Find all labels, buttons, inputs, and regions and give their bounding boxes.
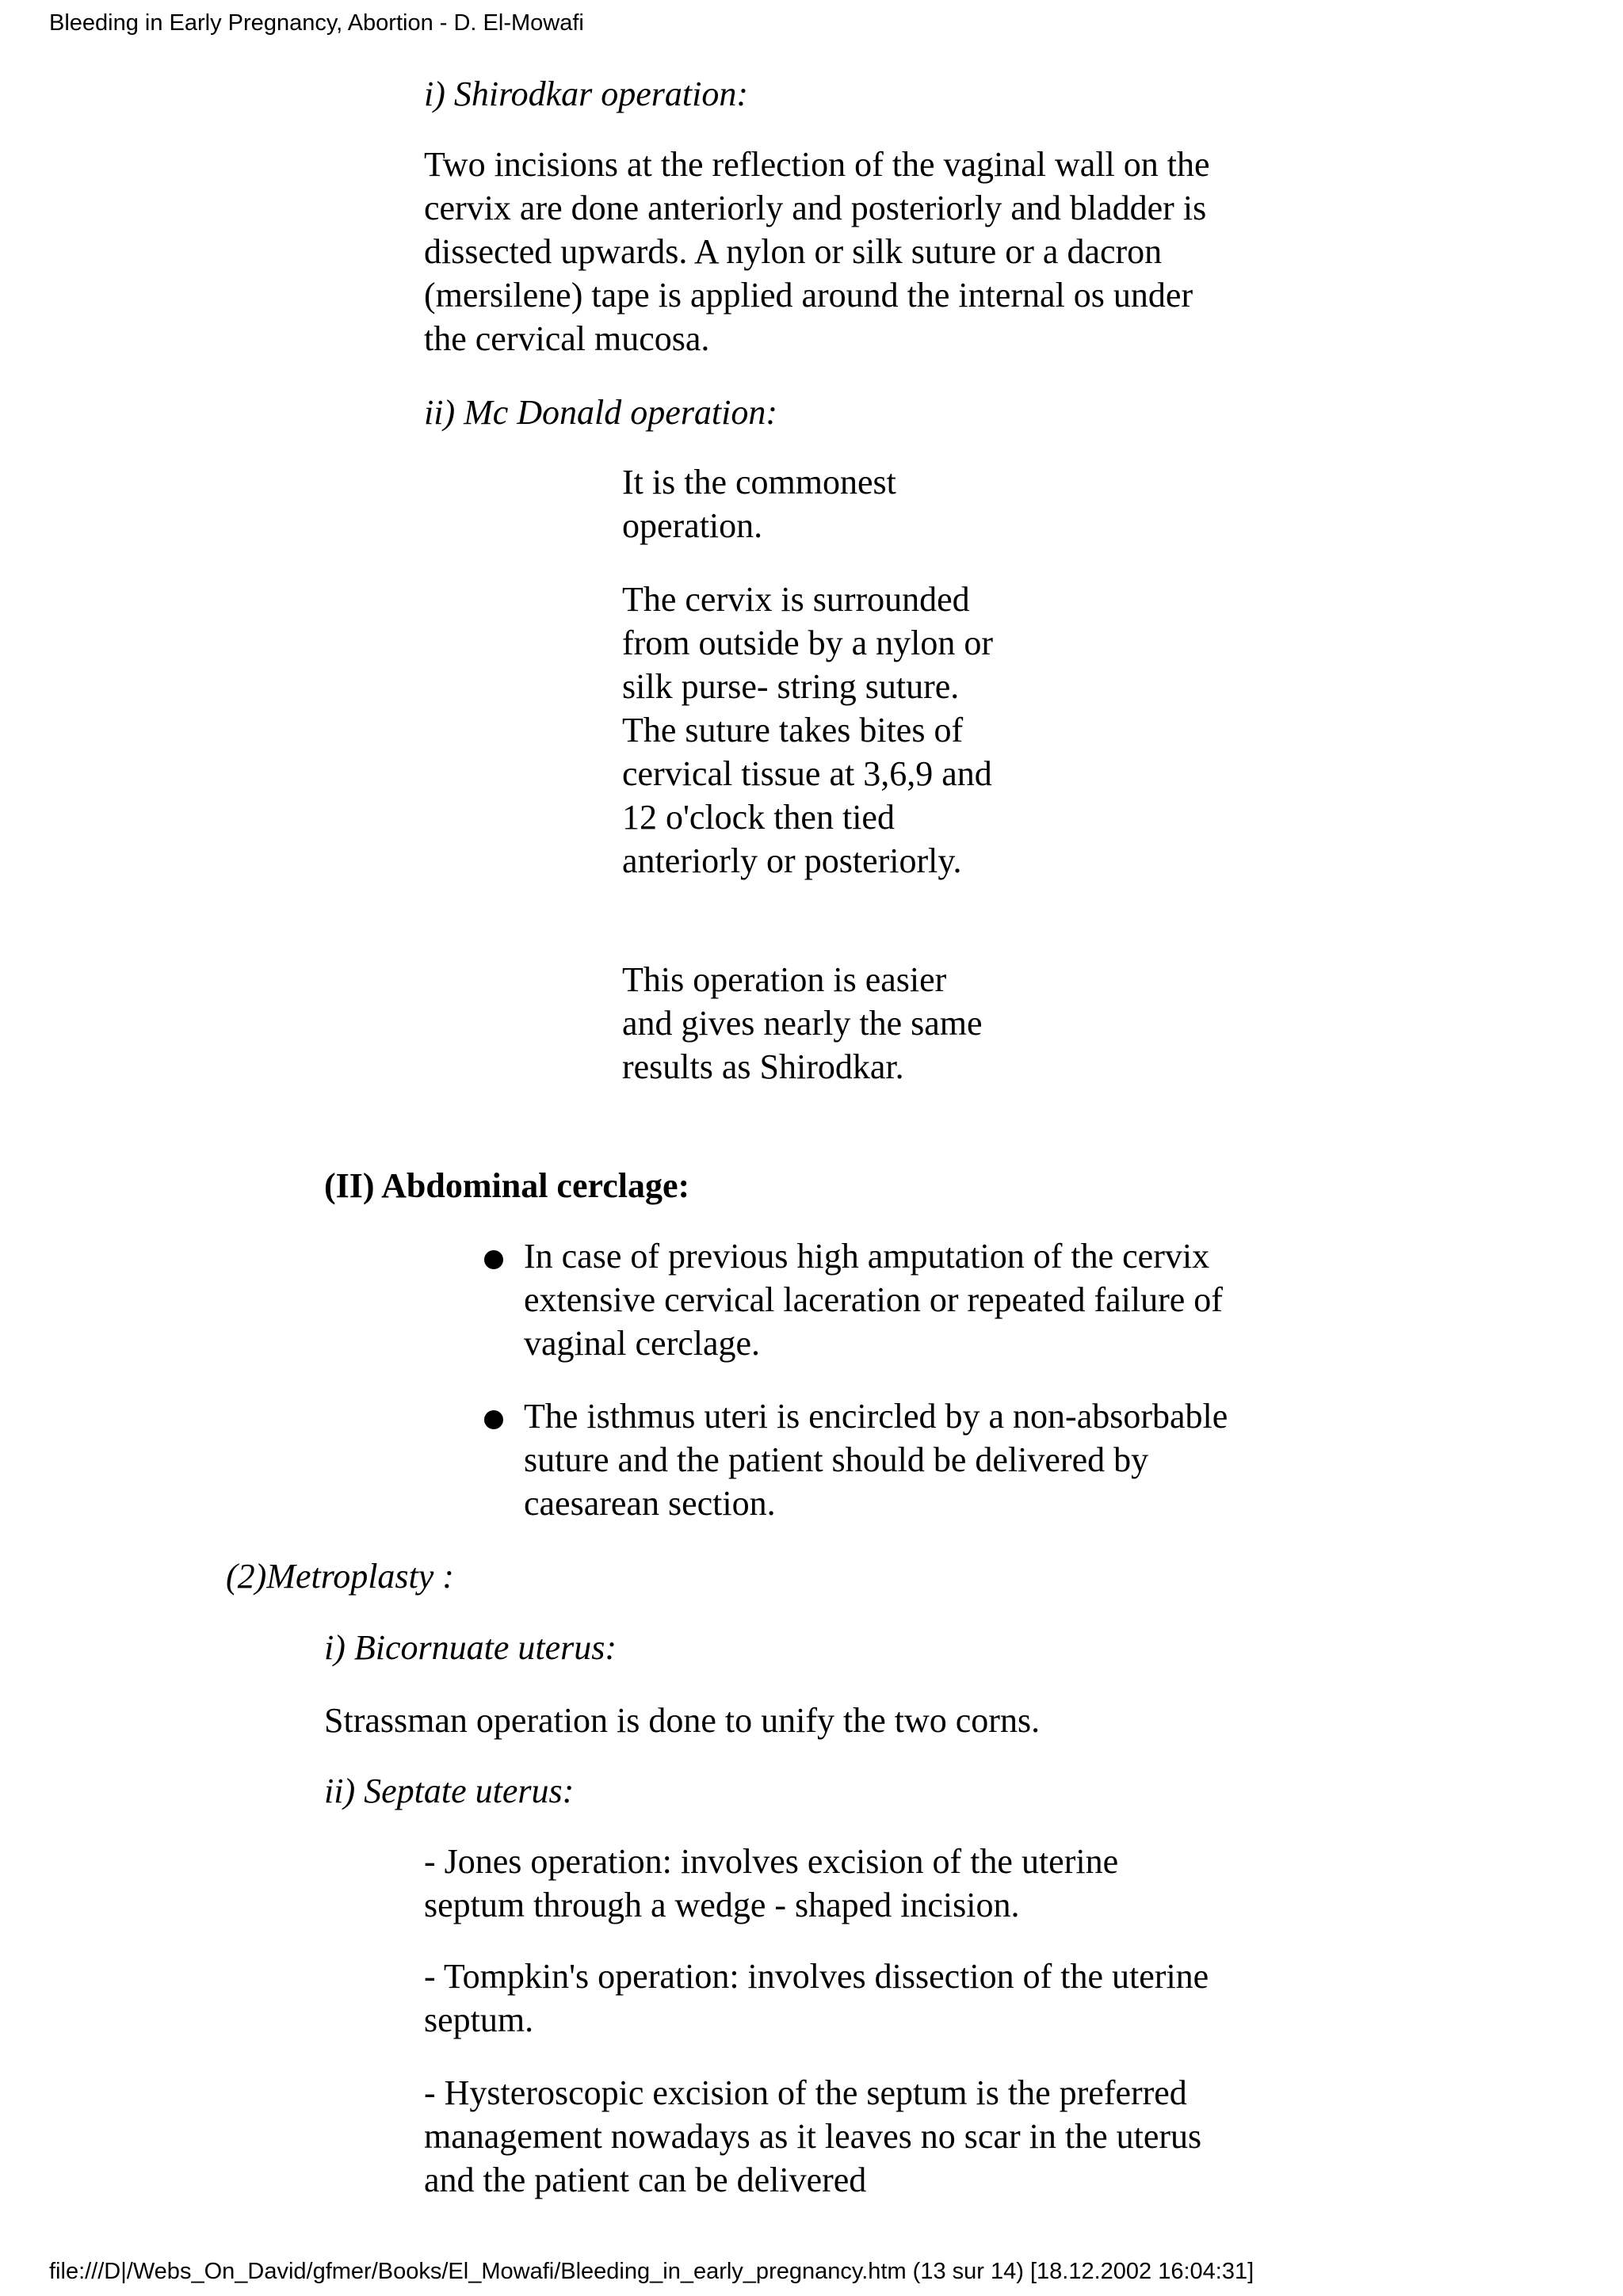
septate-paragraph-3: - Hysteroscopic excision of the septum is the preferred management nowadays as it leaves no scar in the uterus and the patient can be delivered [424,2073,1202,2199]
shirodkar-heading: i) Shirodkar operation: [424,74,748,113]
bullet-icon [484,1410,503,1429]
bullet-icon [484,1250,503,1269]
mcdonald-paragraph-1: It is the commonest operation. [622,463,896,545]
abdominal-bullet-2: The isthmus uteri is encircled by a non-absorbable suture and the patient should be delivered by caesarean section. [524,1397,1228,1523]
septate-heading: ii) Septate uterus: [324,1772,575,1810]
septate-paragraph-2: - Tompkin's operation: involves dissection of the uterine septum. [424,1957,1209,2039]
mcdonald-heading: ii) Mc Donald operation: [424,393,778,432]
septate-paragraph-1: - Jones operation: involves excision of the uterine septum through a wedge - shaped incision. [424,1842,1119,1924]
metroplasty-heading: (2)Metroplasty : [226,1557,454,1596]
page-header-title: Bleeding in Early Pregnancy, Abortion - D. El-Mowafi [49,10,584,36]
mcdonald-paragraph-2: The cervix is surrounded from outside by a nylon or silk purse- string suture. The suture takes bites of cervical tissue at 3,6,9 and 12 o'clock then tied anteriorly or posteriorly. [622,580,994,880]
shirodkar-paragraph: Two incisions at the reflection of the vaginal wall on the cervix are done anteriorly and posteriorly and bladder is dissected upwards. A nylon or silk suture or a dacron (mersilene) tape is applied around the internal os under the cervical mucosa. [424,145,1210,358]
mcdonald-paragraph-3: This operation is easier and gives nearly the same results as Shirodkar. [622,960,983,1086]
abdominal-bullet-1: In case of previous high amputation of the cervix extensive cervical laceration or repeated failure of vaginal cerclage. [524,1237,1223,1363]
abdominal-cerclage-heading: (II) Abdominal cerclage: [324,1166,690,1205]
bicornuate-paragraph: Strassman operation is done to unify the two corns. [324,1701,1041,1740]
bicornuate-heading: i) Bicornuate uterus: [324,1628,617,1667]
page-footer-path: file:///D|/Webs_On_David/gfmer/Books/El_Mowafi/Bleeding_in_early_pregnancy.htm (13 sur 14) [18.12.2002 16:04:31] [49,2259,1254,2284]
